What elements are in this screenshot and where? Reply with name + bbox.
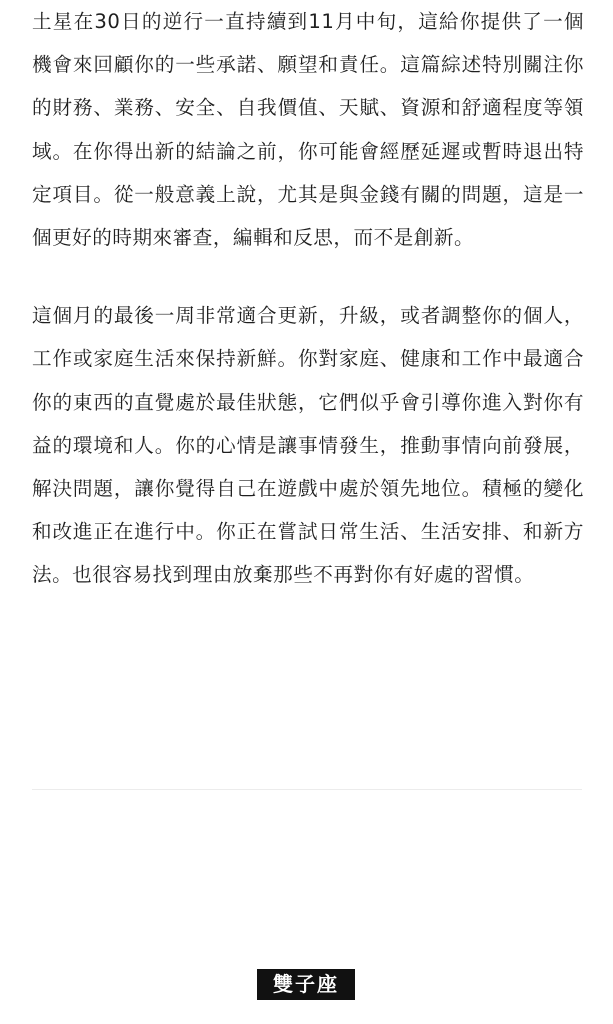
- section-divider: [32, 789, 582, 790]
- article-paragraph: 土星在30日的逆行一直持續到11月中旬，這給你提供了一個機會來回顧你的一些承諾、願望和責任。這篇綜述特別關注你的財務、業務、安全、自我價值、天賦、資源和舒適程度等領域。在你得出新的結論之前，你可能會經歷延遲或暫時退出特定項目。從一般意義上說，尤其是與金錢有關的問題，這是一個更好的時期來審查，編輯和反思，而不是創新。: [32, 10, 584, 250]
- article-paragraph: 這個月的最後一周非常適合更新，升級，或者調整你的個人，工作或家庭生活來保持新鮮。你對家庭、健康和工作中最適合你的東西的直覺處於最佳狀態，它們似乎會引導你進入對你有益的環境和人。你的心情是讓事情發生，推動事情向前發展，解決問題，讓你覺得自己在遊戲中處於領先地位。積極的變化和改進正在進行中。你正在嘗試日常生活、生活安排、和新方法。也很容易找到理由放棄那些不再對你有好處的習慣。: [32, 304, 584, 587]
- article-body: [32, 0, 584, 597]
- zodiac-tag[interactable]: 雙子座: [257, 969, 355, 1000]
